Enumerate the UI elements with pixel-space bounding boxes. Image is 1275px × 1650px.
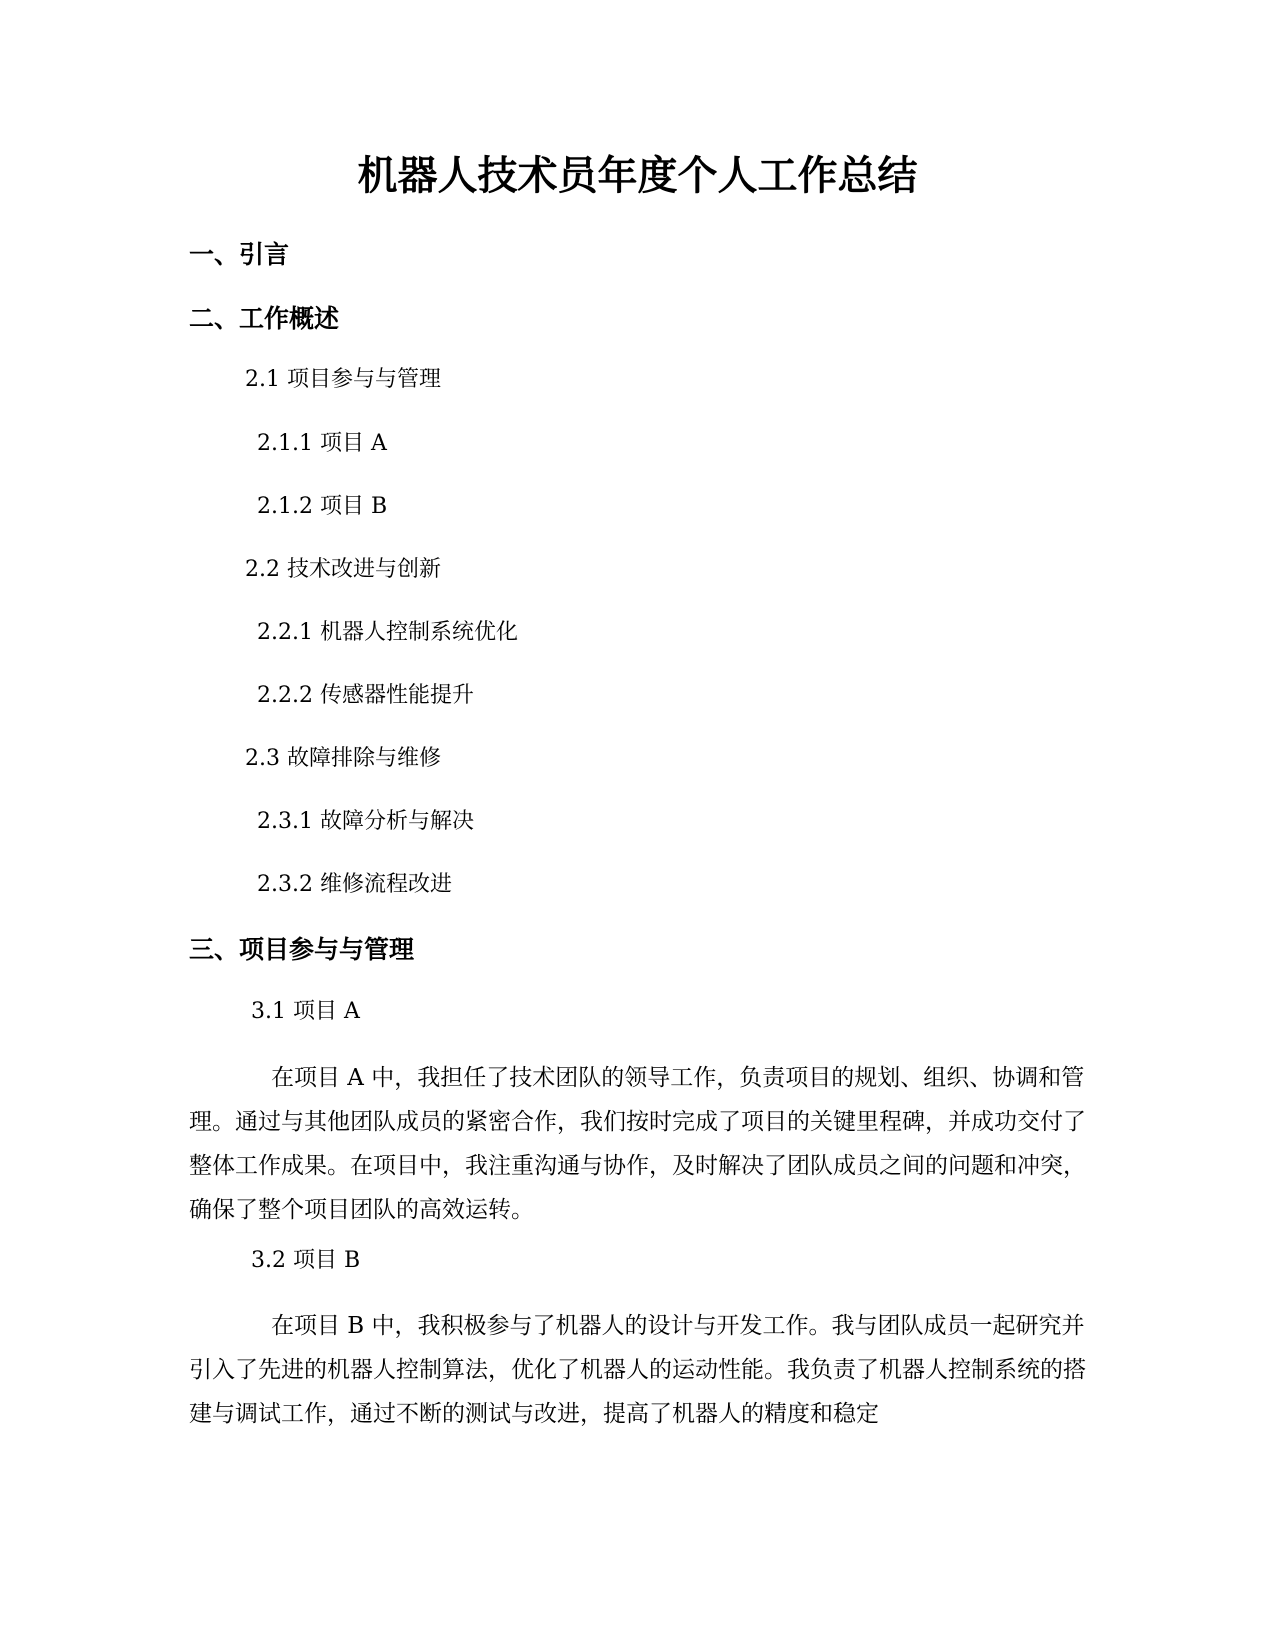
subsection-heading-3-2: 3.2 项目 B xyxy=(251,1248,361,1273)
section-heading-project-management: 三、项目参与与管理 xyxy=(189,935,415,964)
toc-item-2-1-2: 2.1.2 项目 B xyxy=(257,494,388,519)
toc-item-2-3: 2.3 故障排除与维修 xyxy=(245,746,441,771)
paragraph-project-a: 在项目 A 中，我担任了技术团队的领导工作，负责项目的规划、组织、协调和管理。通过与其他团队成员的紧密合作，我们按时完成了项目的关键里程碑，并成功交付了整体工作成果。在项目中，我注重沟通与协作，及时解决了团队成员之间的问题和冲突，确保了整个项目团队的高效运转。 xyxy=(189,1065,1086,1223)
toc-item-2-1-1: 2.1.1 项目 A xyxy=(257,431,387,456)
subsection-heading-3-1: 3.1 项目 A xyxy=(251,999,360,1024)
toc-item-2-2-2: 2.2.2 传感器性能提升 xyxy=(257,683,474,708)
section-heading-overview: 二、工作概述 xyxy=(189,304,340,333)
toc-item-2-3-2: 2.3.2 维修流程改进 xyxy=(257,872,452,897)
paragraph-project-b: 在项目 B 中，我积极参与了机器人的设计与开发工作。我与团队成员一起研究并引入了先进的机器人控制算法，优化了机器人的运动性能。我负责了机器人控制系统的搭建与调试工作，通过不断的测试与改进，提高了机器人的精度和稳定 xyxy=(189,1313,1086,1427)
toc-item-2-1: 2.1 项目参与与管理 xyxy=(245,367,441,392)
toc-item-2-2-1: 2.2.1 机器人控制系统优化 xyxy=(257,620,518,645)
toc-item-2-3-1: 2.3.1 故障分析与解决 xyxy=(257,809,474,834)
section-heading-introduction: 一、引言 xyxy=(189,240,290,269)
toc-item-2-2: 2.2 技术改进与创新 xyxy=(245,557,441,582)
document-title: 机器人技术员年度个人工作总结 xyxy=(357,153,918,199)
